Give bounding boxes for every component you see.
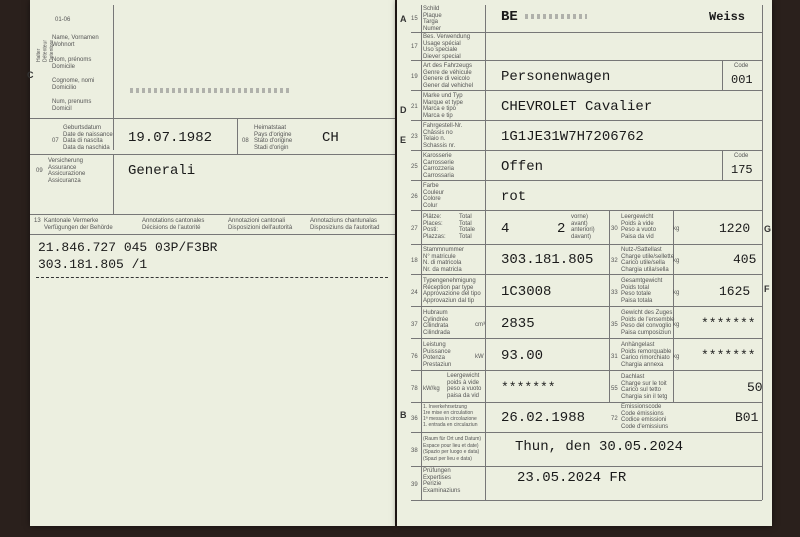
body-code-value: 175 [731, 163, 753, 177]
plate-color-value: Weiss [709, 10, 746, 24]
train-weight-label: Gewicht des Zuges Poids de l'ensemble Peso del convoglio Paisa cumposiziun [621, 310, 675, 336]
holder-label-rm: Num, prenums Domicil [52, 99, 92, 112]
section-letter-a: A [400, 14, 407, 24]
holder-vertical-label: Halter Détenteur Detentore [36, 40, 55, 62]
train-weight-value: ******* [701, 316, 756, 331]
place-date-label: (Raum für Ort und Datum) Espace pour lieu et date) (Spazio per luogo e data) (Spazi per lieu e data) [423, 436, 482, 462]
plate-value: BE [501, 9, 518, 25]
vehicle-type-label: Art des Fahrzeugs Genre de véhicule Genere di veicolo Gener dal vehichel [423, 63, 474, 89]
section-letter-e: E [400, 135, 407, 145]
roof-load-label: Dachlast Charge sur le toit Carico sul tetto Chargia sin il tetg [621, 374, 668, 400]
first-registration-label: 1. Inverkehrsetzung 1re mise en circulation 1ª messa in circolazione 1. entrada en circulaziun [423, 404, 478, 428]
special-use-label: Bes. Verwendung Usage spécial Uso speciale Diever special [423, 34, 471, 60]
power-label: Leistung Puissance Potenza Prestaziun [423, 342, 452, 368]
code-label: Code [734, 63, 749, 69]
emission-code-value: B01 [735, 410, 759, 425]
section-letter-g: G [764, 224, 772, 234]
header-number: 01-06 [55, 17, 71, 23]
place-date-value: Thun, den 30.05.2024 [515, 439, 684, 455]
redacted-plate-number [525, 14, 587, 19]
vehicle-type-value: Personenwagen [501, 69, 611, 85]
section-letter-d: D [400, 105, 407, 115]
holder-label-it: Cognome, nomi Domicilio [52, 78, 95, 91]
payload-label: Nutz-/Sattellast Charge utile/sellette Carico utile/sella Chargia utila/sella [621, 247, 675, 273]
matriculation-label: Stammnummer N° matricule N. di matricola Nr. da matricla [423, 247, 465, 273]
cylinder-value: 2835 [501, 316, 535, 332]
cylinder-label: Hubraum Cylindrée Cilindrata Cilindrada [423, 310, 451, 336]
holder-label-de: Name, Vornamen Wohnort [52, 35, 99, 48]
power-value: 93.00 [501, 348, 544, 364]
left-page [27, 0, 395, 526]
origin-number: 08 [242, 138, 249, 144]
birth-label: Geburtsdatum Date de naissance Data di nascita Data da naschida [63, 125, 113, 151]
chassis-value: 1G1JE31W7H7206762 [501, 129, 644, 145]
remarks-line-1: 21.846.727 045 03P/F3BR [38, 240, 218, 255]
kw-kg-sublabel: Leergewicht poids à vide peso a vuoto paisa da vid [447, 373, 482, 399]
insurance-value: Generali [128, 163, 196, 179]
origin-value: CH [322, 130, 339, 146]
insurance-label: Versicherung Assurance Assicurazione Assicuranza [48, 158, 86, 184]
origin-label: Heimatstaat Pays d'origine Stato d'origine Stadi d'origin [254, 125, 293, 151]
roof-load-value: 50 [747, 380, 763, 395]
emission-code-label: Emissionscode Code émissions Codice emissioni Code d'emissiuns [621, 404, 669, 430]
vehicle-type-code: 001 [731, 73, 753, 87]
payload-value: 405 [733, 252, 757, 267]
seats-label: Plätze: Places: Posti: Plazzas: [423, 214, 446, 240]
body-value: Offen [501, 159, 544, 175]
kw-kg-value: ******* [501, 380, 556, 395]
body-code-label: Code [734, 153, 749, 159]
right-page: A D E B G F 15 Schild Plaque Targa Numer BE Weiss 17 Bes. Verwendung Usage spécial Uso speciale Diever special 19 Art des Fahrzeugs Genre de véhicule Genere di veicolo Gener dal vehichel Personenwagen Code 001 21 Marke und Typ Marque et type Marca e tipo Marca e tip CHEVROLET Cavalier 23 Fahrgestell-Nr. Châssis no Telaio n. Schassis nr. 1G1JE31W7H7206762 25 Karosserie Carrosserie Carrozzeria Carrossaria Offen Code 175 26 Farbe Couleur Colore Colur rot 27 Plätze: Places: Posti: Plazzas: Total Total Totale Total 4 2 vorne) avant) anteriori) davant) 30 Leergewicht Poids à vide Peso a vuoto Paisa da vid kg 1220 18 Stammnummer N° matricule N. di matricola Nr. da matricla 303.181.805 32 Nutz-/Sattellast Charge utile/sellette Carico utile/sella Chargia utila/sella kg 405 24 Typengenehmigung Réception par type Approvazione del tipo Approvaziun dal tip 1C3008 33 Gesamtgewicht Poids total Peso totale Paisa totala kg 1625 37 Hubraum Cylindrée Cilindrata Cilindrada cm³ 2835 35 Gewicht des Zuges Poids de l'ensemble Peso del convoglio Paisa cumposiziun kg ******* 76 Leistung Puissance Potenza Prestaziun kW 93.00 31 Anhängelast Poids remorquable Carico rimorchiato Chargia annexa kg ******* 78 kW/kg Leergewicht poids à vide peso a vuoto paisa da vid ******* 55 Dachlast Charge sur le toit Carico sul tetto Chargia sin il tetg 50 36 1. Inverkehrsetzung 1re mise en circulation 1ª messa in circolazione 1. entrada en circulaziun 26.02.1988 72 Emissionscode Code émissions Codice emissioni Code d'emissiuns B01 38 (Raum für Ort und Datum) Espace pour lieu et date) (Spazio per luogo e data) (Spazi per lieu e data) Thun, den 30.05.2024 39 Prüfungen Expertises Perizie Examinaziuns 23.05.2024 FR [397, 0, 772, 526]
trailer-load-label: Anhängelast Poids remorquable Carico rimorchiato Chargia annexa [621, 342, 672, 368]
remarks-label-de: Kantonale Vermerke Verfügungen der Behörde [44, 218, 113, 231]
plate-label: Schild Plaque Targa Numer [423, 6, 442, 32]
seats-front-value: 2 [557, 221, 566, 237]
seats-front-label: vorne) avant) anteriori) davant) [571, 214, 595, 240]
remarks-dashed-line [36, 277, 388, 278]
seats-total-label: Total Total Totale Total [459, 214, 476, 240]
type-approval-label: Typengenehmigung Réception par type Approvazione del tipo Approvaziun dal tip [423, 278, 481, 304]
empty-weight-label: Leergewicht Poids à vide Peso a vuoto Paisa da vid [621, 214, 657, 240]
make-value: CHEVROLET Cavalier [501, 99, 653, 115]
gross-weight-label: Gesamtgewicht Poids total Peso totale Paisa totala [621, 278, 663, 304]
birth-date-value: 19.07.1982 [128, 130, 213, 146]
first-registration-value: 26.02.1988 [501, 410, 586, 426]
section-letter-f: F [764, 284, 770, 294]
remarks-label-fr: Annotations cantonales Décisions de l'autorité [142, 218, 205, 231]
chassis-label: Fahrgestell-Nr. Châssis no Telaio n. Schassis nr. [423, 123, 463, 149]
seats-total-value: 4 [501, 221, 510, 237]
remarks-line-2: 303.181.805 /1 [38, 257, 148, 272]
matriculation-value: 303.181.805 [501, 252, 594, 268]
type-approval-value: 1C3008 [501, 284, 552, 300]
make-label: Marke und Typ Marque et type Marca e tipo Marca e tip [423, 93, 464, 119]
remarks-label-it: Annotazioni cantonali Disposizioni dell'autorità [228, 218, 293, 231]
trailer-load-value: ******* [701, 348, 756, 363]
section-letter-b: B [400, 410, 407, 420]
kw-kg-label: kW/kg [423, 386, 440, 392]
redacted-holder-name [130, 88, 290, 93]
insurance-number: 09 [36, 168, 43, 174]
empty-weight-value: 1220 [719, 221, 751, 236]
body-label: Karosserie Carrosserie Carrozzeria Carrossaria [423, 153, 455, 179]
colour-value: rot [501, 189, 527, 205]
colour-label: Farbe Couleur Colore Colur [423, 183, 445, 209]
inspection-label: Prüfungen Expertises Perizie Examinaziuns [423, 468, 461, 494]
section-letter-c: C [27, 70, 34, 80]
gross-weight-value: 1625 [719, 284, 751, 299]
remarks-number: 13 [34, 218, 41, 224]
remarks-label-rm: Annotaziuns chantunalas Disposiziuns da l'autoritad [310, 218, 380, 231]
holder-label-fr: Nom, prénoms Domicile [52, 57, 92, 70]
birth-number: 07 [52, 138, 59, 144]
inspection-value: 23.05.2024 FR [517, 470, 627, 486]
